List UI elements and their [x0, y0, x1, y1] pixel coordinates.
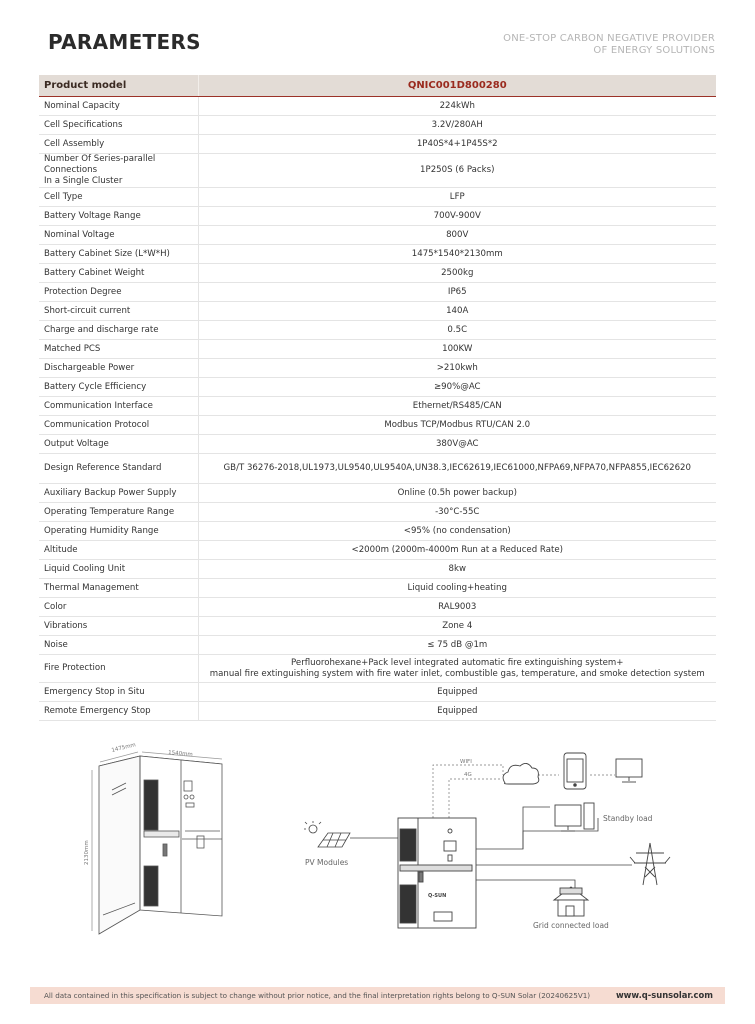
table-row: [39, 226, 716, 245]
page-title: PARAMETERS: [48, 30, 201, 54]
table-row: [39, 454, 716, 484]
spec-label: Operating Temperature Range: [39, 503, 198, 522]
table-row: [39, 655, 716, 683]
spec-value: Equipped: [198, 702, 716, 721]
spec-label: Communication Interface: [39, 397, 198, 416]
spec-label: Liquid Cooling Unit: [39, 560, 198, 579]
spec-label: Remote Emergency Stop: [39, 702, 198, 721]
spec-value: 1475*1540*2130mm: [198, 245, 716, 264]
table-row: [39, 484, 716, 503]
table-row: [39, 188, 716, 207]
spec-label: Emergency Stop in Situ: [39, 683, 198, 702]
spec-value: Ethernet/RS485/CAN: [198, 397, 716, 416]
product-model-value: QNIC001D800280: [198, 75, 716, 97]
spec-value: ≥90%@AC: [198, 378, 716, 397]
spec-label: Protection Degree: [39, 283, 198, 302]
spec-label: Dischargeable Power: [39, 359, 198, 378]
spec-label: Battery Cycle Efficiency: [39, 378, 198, 397]
table-row: [39, 702, 716, 721]
table-row: [39, 560, 716, 579]
spec-value: GB/T 36276-2018,UL1973,UL9540,UL9540A,UN38.3,IEC62619,IEC61000,NFPA69,NFPA70,NFPA855,IEC62620: [198, 454, 716, 484]
spec-value: 100KW: [198, 340, 716, 359]
spec-value: 2500kg: [198, 264, 716, 283]
grid-load-label: Grid connected load: [533, 921, 609, 930]
battery-cabinet-drawing: [92, 752, 222, 934]
spec-label: Battery Voltage Range: [39, 207, 198, 226]
cloud-icon: [503, 763, 539, 784]
spec-label: Nominal Voltage: [39, 226, 198, 245]
table-row: [39, 598, 716, 617]
spec-value: ≤ 75 dB @1m: [198, 636, 716, 655]
table-row: [39, 378, 716, 397]
table-row: [39, 116, 716, 135]
spec-value: -30°C-55C: [198, 503, 716, 522]
parameters-table: [39, 75, 716, 721]
spec-value: <2000m (2000m-4000m Run at a Reduced Rate): [198, 541, 716, 560]
energy-storage-cabinet-icon: [398, 818, 476, 928]
pv-modules-label: PV Modules: [305, 858, 349, 867]
spec-value: 1P40S*4+1P45S*2: [198, 135, 716, 154]
table-row: [39, 636, 716, 655]
spec-value: Modbus TCP/Modbus RTU/CAN 2.0: [198, 416, 716, 435]
spec-label: Matched PCS: [39, 340, 198, 359]
spec-label: Charge and discharge rate: [39, 321, 198, 340]
spec-value: 3.2V/280AH: [198, 116, 716, 135]
spec-label: Cell Type: [39, 188, 198, 207]
table-row: [39, 340, 716, 359]
system-diagram: [0, 735, 755, 980]
cellular-label: 4G: [464, 772, 472, 778]
table-row: [39, 522, 716, 541]
monitor-icon: [616, 759, 642, 782]
spec-value: 380V@AC: [198, 435, 716, 454]
table-row: [39, 302, 716, 321]
cabinet-height-label: 2130mm: [84, 840, 90, 865]
spec-value: <95% (no condensation): [198, 522, 716, 541]
spec-label: Altitude: [39, 541, 198, 560]
company-tagline: [503, 33, 715, 57]
table-row: [39, 154, 716, 188]
spec-label: Color: [39, 598, 198, 617]
footer-bar: [30, 987, 725, 1004]
spec-value: 700V-900V: [198, 207, 716, 226]
parameters-table-body: [39, 97, 716, 721]
spec-label: Design Reference Standard: [39, 454, 198, 484]
spec-label: Battery Cabinet Size (L*W*H): [39, 245, 198, 264]
table-row: [39, 97, 716, 116]
table-row: [39, 135, 716, 154]
spec-label: Battery Cabinet Weight: [39, 264, 198, 283]
spec-value: 1P250S (6 Packs): [198, 154, 716, 188]
disclaimer-text: All data contained in this specification is subject to change without prior notice, and the final interpretation rights belong to Q-SUN Solar (20240625V1): [44, 991, 591, 1000]
spec-value: Liquid cooling+heating: [198, 579, 716, 598]
spec-label: Nominal Capacity: [39, 97, 198, 116]
spec-label: Number Of Series-parallel Connections In a Single Cluster: [39, 154, 198, 188]
spec-value: LFP: [198, 188, 716, 207]
spec-value: IP65: [198, 283, 716, 302]
spec-label: Thermal Management: [39, 579, 198, 598]
table-row: [39, 416, 716, 435]
desktop-computer-icon: [555, 803, 594, 831]
spec-label: Short-circuit current: [39, 302, 198, 321]
product-model-label: Product model: [39, 75, 198, 97]
spec-value: Equipped: [198, 683, 716, 702]
table-row: [39, 264, 716, 283]
table-row: [39, 359, 716, 378]
spec-label: Auxiliary Backup Power Supply: [39, 484, 198, 503]
table-row: [39, 283, 716, 302]
spec-value: 224kWh: [198, 97, 716, 116]
table-row: [39, 541, 716, 560]
spec-label: Operating Humidity Range: [39, 522, 198, 541]
spec-value: Perfluorohexane+Pack level integrated automatic fire extinguishing system+ manual fire extinguishing system with fire water inlet, combustible gas, temperature, and smoke detection system: [198, 655, 716, 683]
wifi-label: WIFI: [460, 759, 472, 765]
spec-value: Zone 4: [198, 617, 716, 636]
spec-value: 140A: [198, 302, 716, 321]
tagline-line-2: OF ENERGY SOLUTIONS: [593, 45, 715, 56]
table-row: [39, 683, 716, 702]
spec-label: Vibrations: [39, 617, 198, 636]
spec-label: Cell Specifications: [39, 116, 198, 135]
table-row: [39, 207, 716, 226]
spec-label: Fire Protection: [39, 655, 198, 683]
spec-label: Cell Assembly: [39, 135, 198, 154]
cabinet-brand-label: Q-SUN: [428, 893, 447, 899]
spec-label: Output Voltage: [39, 435, 198, 454]
table-row: [39, 617, 716, 636]
spec-value: >210kwh: [198, 359, 716, 378]
spec-value: Online (0.5h power backup): [198, 484, 716, 503]
spec-value: 0.5C: [198, 321, 716, 340]
power-tower-icon: [630, 843, 670, 885]
spec-value: 800V: [198, 226, 716, 245]
table-row: [39, 397, 716, 416]
house-icon: [554, 887, 588, 916]
cabinet-width-label: 1475mm: [111, 742, 137, 754]
website-link[interactable]: www.q-sunsolar.com: [615, 990, 713, 1000]
spec-value: 8kw: [198, 560, 716, 579]
table-header-row: [39, 75, 716, 97]
solar-panel-icon: [304, 821, 350, 847]
tagline-line-1: ONE-STOP CARBON NEGATIVE PROVIDER: [503, 33, 715, 44]
cabinet-depth-label: 1540mm: [167, 750, 193, 759]
table-row: [39, 435, 716, 454]
smartphone-icon: [564, 753, 586, 789]
spec-label: Communication Protocol: [39, 416, 198, 435]
table-row: [39, 245, 716, 264]
table-row: [39, 321, 716, 340]
spec-label: Noise: [39, 636, 198, 655]
standby-load-label: Standby load: [603, 814, 653, 823]
table-row: [39, 579, 716, 598]
table-row: [39, 503, 716, 522]
spec-value: RAL9003: [198, 598, 716, 617]
